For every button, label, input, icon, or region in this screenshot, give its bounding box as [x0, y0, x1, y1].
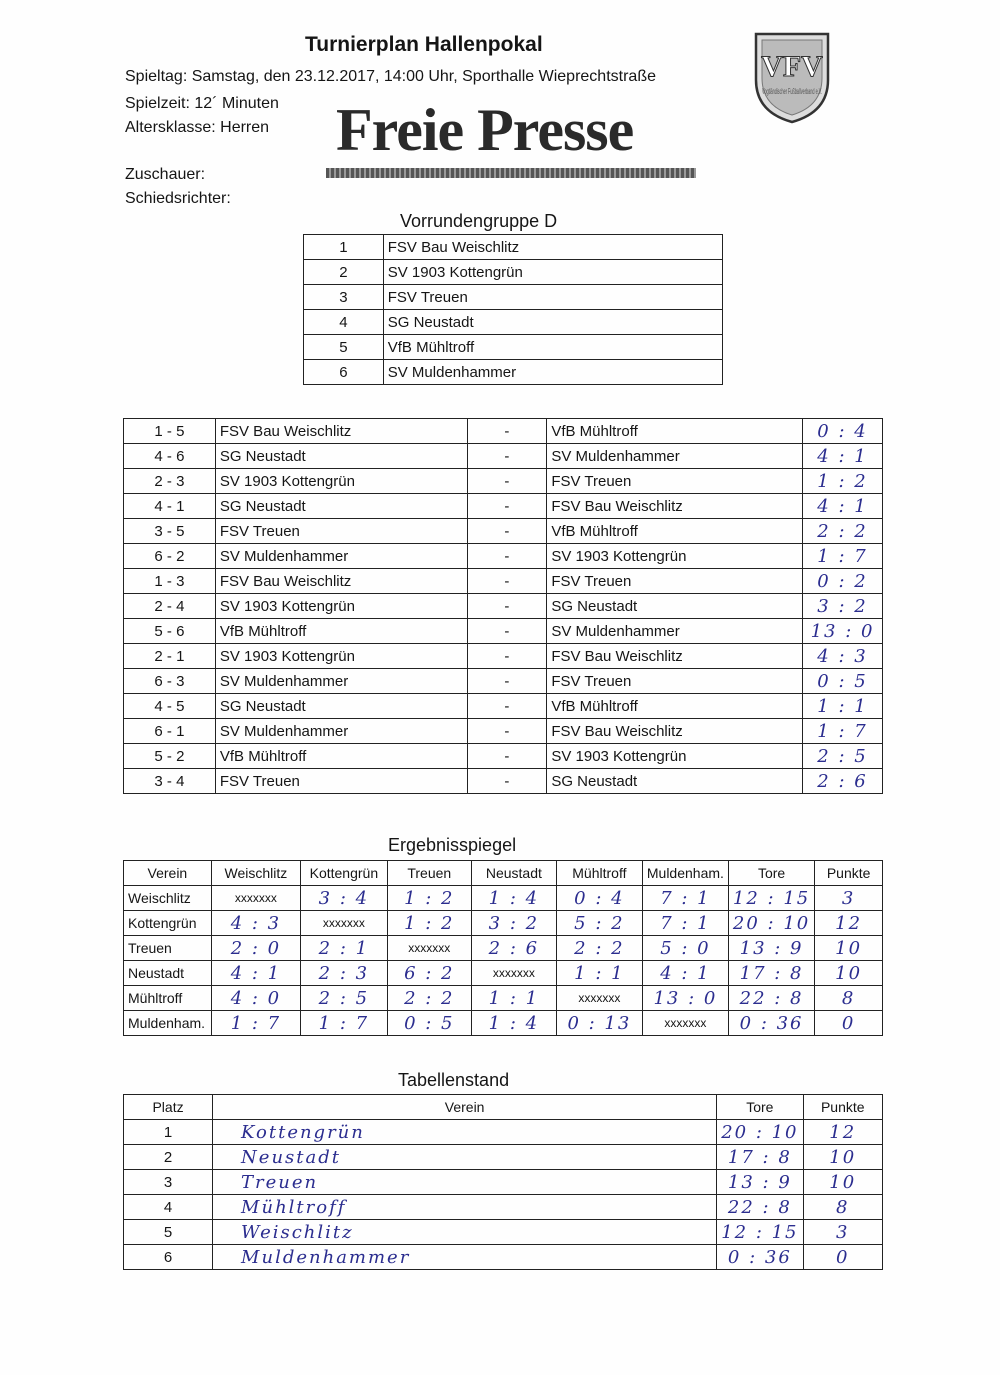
result-cell: 0 : 4: [556, 886, 642, 911]
table-row: [124, 719, 883, 744]
match-pairing: 2 - 4: [124, 594, 216, 619]
match-separator: -: [467, 694, 547, 719]
table-row: [124, 419, 883, 444]
table-row: [124, 469, 883, 494]
home-team: FSV Bau Weischlitz: [215, 419, 467, 444]
match-pairing: 6 - 2: [124, 544, 216, 569]
club: Mühltroff: [213, 1195, 717, 1220]
column-header: Tore: [728, 861, 814, 886]
place: 1: [124, 1120, 213, 1145]
home-team: SV 1903 Kottengrün: [215, 469, 467, 494]
table-row: [124, 886, 883, 911]
result-cell: 10: [815, 936, 883, 961]
home-team: SV Muldenhammer: [215, 544, 467, 569]
points: 3: [803, 1220, 882, 1245]
result-cell: xxxxxxx: [556, 986, 642, 1011]
match-score: 4 : 3: [803, 644, 883, 669]
table-row: [304, 310, 723, 335]
result-cell: 1 : 4: [471, 1011, 556, 1036]
match-pairing: 4 - 1: [124, 494, 216, 519]
result-cell: 2 : 5: [301, 986, 388, 1011]
table-row: [124, 1120, 883, 1145]
result-cell: 2 : 1: [301, 936, 388, 961]
result-cell: 10: [815, 961, 883, 986]
home-team: FSV Treuen: [215, 769, 467, 794]
away-team: FSV Bau Weischlitz: [547, 494, 803, 519]
altersklasse-line: Altersklasse: Herren: [125, 119, 270, 136]
result-cell: 1 : 1: [556, 961, 642, 986]
match-pairing: 6 - 3: [124, 669, 216, 694]
table-row: [124, 1170, 883, 1195]
home-team: SV 1903 Kottengrün: [215, 594, 467, 619]
table-row: [124, 619, 883, 644]
club: Weischlitz: [213, 1220, 717, 1245]
result-cell: 4 : 1: [211, 961, 300, 986]
points: 10: [803, 1145, 882, 1170]
result-cell: 13 : 9: [728, 936, 814, 961]
column-header: Verein: [124, 861, 212, 886]
logo-letters: VFV: [761, 50, 823, 83]
team-number: 5: [304, 335, 384, 360]
home-team: VfB Mühltroff: [215, 744, 467, 769]
result-cell: 3 : 2: [471, 911, 556, 936]
match-separator: -: [467, 619, 547, 644]
result-cell: 20 : 10: [728, 911, 814, 936]
match-pairing: 4 - 5: [124, 694, 216, 719]
away-team: SV 1903 Kottengrün: [547, 744, 803, 769]
column-header: Treuen: [387, 861, 471, 886]
team-number: 2: [304, 260, 384, 285]
column-header: Verein: [213, 1095, 717, 1120]
team-name: FSV Treuen: [383, 285, 722, 310]
home-team: SG Neustadt: [215, 444, 467, 469]
table-row: [124, 1145, 883, 1170]
table-row: [124, 1011, 883, 1036]
match-separator: -: [467, 744, 547, 769]
away-team: VfB Mühltroff: [547, 419, 803, 444]
result-cell: 3 : 4: [301, 886, 388, 911]
table-row: [124, 669, 883, 694]
standings-table: [123, 1094, 883, 1270]
result-cell: 1 : 1: [471, 986, 556, 1011]
match-score: 13 : 0: [803, 619, 883, 644]
result-cell: 7 : 1: [642, 911, 728, 936]
result-cell: xxxxxxx: [211, 886, 300, 911]
column-header: Weischlitz: [211, 861, 300, 886]
match-pairing: 6 - 1: [124, 719, 216, 744]
row-label: Kottengrün: [124, 911, 212, 936]
goals: 0 : 36: [717, 1245, 803, 1270]
home-team: SG Neustadt: [215, 694, 467, 719]
match-score: 1 : 7: [803, 719, 883, 744]
results-title: Ergebnisspiegel: [388, 835, 517, 855]
home-team: SV 1903 Kottengrün: [215, 644, 467, 669]
match-score: 2 : 6: [803, 769, 883, 794]
match-pairing: 1 - 3: [124, 569, 216, 594]
match-separator: -: [467, 569, 547, 594]
row-label: Mühltroff: [124, 986, 212, 1011]
team-number: 3: [304, 285, 384, 310]
match-separator: -: [467, 544, 547, 569]
document-title: Turnierplan Hallenpokal: [305, 33, 543, 56]
home-team: VfB Mühltroff: [215, 619, 467, 644]
match-score: 4 : 1: [803, 444, 883, 469]
home-team: SV Muldenhammer: [215, 669, 467, 694]
group-table: [303, 234, 723, 385]
goals: 22 : 8: [717, 1195, 803, 1220]
result-cell: xxxxxxx: [471, 961, 556, 986]
result-cell: 0 : 36: [728, 1011, 814, 1036]
table-row: [304, 235, 723, 260]
match-separator: -: [467, 444, 547, 469]
group-title: Vorrundengruppe D: [400, 211, 558, 231]
result-cell: 2 : 2: [556, 936, 642, 961]
away-team: SV Muldenhammer: [547, 619, 803, 644]
results-table: [123, 860, 883, 1036]
table-row: [124, 494, 883, 519]
table-row: [304, 360, 723, 385]
place: 5: [124, 1220, 213, 1245]
result-cell: 1 : 7: [211, 1011, 300, 1036]
match-pairing: 3 - 4: [124, 769, 216, 794]
place: 6: [124, 1245, 213, 1270]
table-row: [124, 744, 883, 769]
team-name: SV 1903 Kottengrün: [383, 260, 722, 285]
team-name: VfB Mühltroff: [383, 335, 722, 360]
away-team: FSV Bau Weischlitz: [547, 644, 803, 669]
away-team: VfB Mühltroff: [547, 694, 803, 719]
table-row: [124, 1220, 883, 1245]
match-separator: -: [467, 519, 547, 544]
home-team: FSV Treuen: [215, 519, 467, 544]
column-header: Neustadt: [471, 861, 556, 886]
table-row: [124, 961, 883, 986]
table-row: [304, 260, 723, 285]
table-row: [124, 444, 883, 469]
vfv-logo-icon: [752, 30, 832, 125]
result-cell: 1 : 2: [387, 911, 471, 936]
result-cell: xxxxxxx: [642, 1011, 728, 1036]
column-header: Kottengrün: [301, 861, 388, 886]
match-separator: -: [467, 669, 547, 694]
result-cell: 0 : 13: [556, 1011, 642, 1036]
column-header: Mühltroff: [556, 861, 642, 886]
column-header: Punkte: [815, 861, 883, 886]
table-row: [124, 544, 883, 569]
table-row: [304, 285, 723, 310]
freie-presse-logo: Freie Presse: [336, 97, 634, 163]
result-cell: 17 : 8: [728, 961, 814, 986]
points: 10: [803, 1170, 882, 1195]
match-score: 3 : 2: [803, 594, 883, 619]
home-team: FSV Bau Weischlitz: [215, 569, 467, 594]
away-team: FSV Treuen: [547, 669, 803, 694]
result-cell: 4 : 1: [642, 961, 728, 986]
result-cell: 13 : 0: [642, 986, 728, 1011]
result-cell: 6 : 2: [387, 961, 471, 986]
column-header: Punkte: [803, 1095, 882, 1120]
club: Muldenhammer: [213, 1245, 717, 1270]
zuschauer-line: Zuschauer:: [125, 166, 206, 183]
away-team: FSV Treuen: [547, 469, 803, 494]
away-team: SV 1903 Kottengrün: [547, 544, 803, 569]
match-pairing: 5 - 2: [124, 744, 216, 769]
table-row: [124, 644, 883, 669]
match-separator: -: [467, 594, 547, 619]
match-score: 1 : 2: [803, 469, 883, 494]
column-header: Muldenham.: [642, 861, 728, 886]
club: Kottengrün: [213, 1120, 717, 1145]
row-label: Muldenham.: [124, 1011, 212, 1036]
table-row: [124, 986, 883, 1011]
team-number: 4: [304, 310, 384, 335]
goals: 20 : 10: [717, 1120, 803, 1145]
away-team: SG Neustadt: [547, 594, 803, 619]
result-cell: xxxxxxx: [301, 911, 388, 936]
result-cell: 12 : 15: [728, 886, 814, 911]
points: 8: [803, 1195, 882, 1220]
match-pairing: 3 - 5: [124, 519, 216, 544]
match-pairing: 2 - 3: [124, 469, 216, 494]
row-label: Neustadt: [124, 961, 212, 986]
match-separator: -: [467, 494, 547, 519]
result-cell: 4 : 3: [211, 911, 300, 936]
column-header: Tore: [717, 1095, 803, 1120]
logo-caption: Vogtländischer Fußballverband e.V.: [762, 87, 822, 96]
team-name: FSV Bau Weischlitz: [383, 235, 722, 260]
match-separator: -: [467, 469, 547, 494]
result-cell: 12: [815, 911, 883, 936]
result-cell: 3: [815, 886, 883, 911]
place: 2: [124, 1145, 213, 1170]
table-row: [124, 911, 883, 936]
team-number: 1: [304, 235, 384, 260]
match-score: 2 : 2: [803, 519, 883, 544]
spielzeit-line: Spielzeit: 12´ Minuten: [125, 95, 279, 112]
result-cell: 0: [815, 1011, 883, 1036]
away-team: VfB Mühltroff: [547, 519, 803, 544]
match-score: 0 : 2: [803, 569, 883, 594]
away-team: SG Neustadt: [547, 769, 803, 794]
match-pairing: 4 - 6: [124, 444, 216, 469]
match-separator: -: [467, 419, 547, 444]
row-label: Treuen: [124, 936, 212, 961]
goals: 17 : 8: [717, 1145, 803, 1170]
result-cell: 4 : 0: [211, 986, 300, 1011]
table-row: [124, 519, 883, 544]
place: 3: [124, 1170, 213, 1195]
standings-title: Tabellenstand: [398, 1070, 510, 1090]
result-cell: 1 : 7: [301, 1011, 388, 1036]
match-separator: -: [467, 769, 547, 794]
match-pairing: 5 - 6: [124, 619, 216, 644]
table-row: [124, 594, 883, 619]
team-name: SV Muldenhammer: [383, 360, 722, 385]
brand-underline: [326, 168, 696, 178]
match-separator: -: [467, 644, 547, 669]
table-row: [304, 335, 723, 360]
column-header: Platz: [124, 1095, 213, 1120]
away-team: FSV Bau Weischlitz: [547, 719, 803, 744]
result-cell: 2 : 3: [301, 961, 388, 986]
result-cell: 1 : 4: [471, 886, 556, 911]
table-row: [124, 769, 883, 794]
match-pairing: 1 - 5: [124, 419, 216, 444]
home-team: SV Muldenhammer: [215, 719, 467, 744]
goals: 13 : 9: [717, 1170, 803, 1195]
club: Neustadt: [213, 1145, 717, 1170]
club: Treuen: [213, 1170, 717, 1195]
match-pairing: 2 - 1: [124, 644, 216, 669]
match-score: 0 : 4: [803, 419, 883, 444]
match-score: 4 : 1: [803, 494, 883, 519]
match-table: [123, 418, 883, 794]
result-cell: 5 : 0: [642, 936, 728, 961]
match-separator: -: [467, 719, 547, 744]
result-cell: 0 : 5: [387, 1011, 471, 1036]
home-team: SG Neustadt: [215, 494, 467, 519]
points: 12: [803, 1120, 882, 1145]
result-cell: 7 : 1: [642, 886, 728, 911]
table-row: [124, 569, 883, 594]
table-row: [124, 1195, 883, 1220]
goals: 12 : 15: [717, 1220, 803, 1245]
table-row: [124, 936, 883, 961]
away-team: FSV Treuen: [547, 569, 803, 594]
row-label: Weischlitz: [124, 886, 212, 911]
team-number: 6: [304, 360, 384, 385]
away-team: SV Muldenhammer: [547, 444, 803, 469]
result-cell: xxxxxxx: [387, 936, 471, 961]
result-cell: 2 : 0: [211, 936, 300, 961]
spieltag-line: Spieltag: Samstag, den 23.12.2017, 14:00 Uhr, Sporthalle Wieprechtstraße: [125, 68, 656, 85]
points: 0: [803, 1245, 882, 1270]
table-row: [124, 694, 883, 719]
team-name: SG Neustadt: [383, 310, 722, 335]
match-score: 2 : 5: [803, 744, 883, 769]
table-row: [124, 1245, 883, 1270]
match-score: 0 : 5: [803, 669, 883, 694]
result-cell: 8: [815, 986, 883, 1011]
place: 4: [124, 1195, 213, 1220]
match-score: 1 : 1: [803, 694, 883, 719]
result-cell: 2 : 2: [387, 986, 471, 1011]
schiedsrichter-line: Schiedsrichter:: [125, 190, 231, 207]
result-cell: 1 : 2: [387, 886, 471, 911]
result-cell: 5 : 2: [556, 911, 642, 936]
result-cell: 2 : 6: [471, 936, 556, 961]
result-cell: 22 : 8: [728, 986, 814, 1011]
match-score: 1 : 7: [803, 544, 883, 569]
